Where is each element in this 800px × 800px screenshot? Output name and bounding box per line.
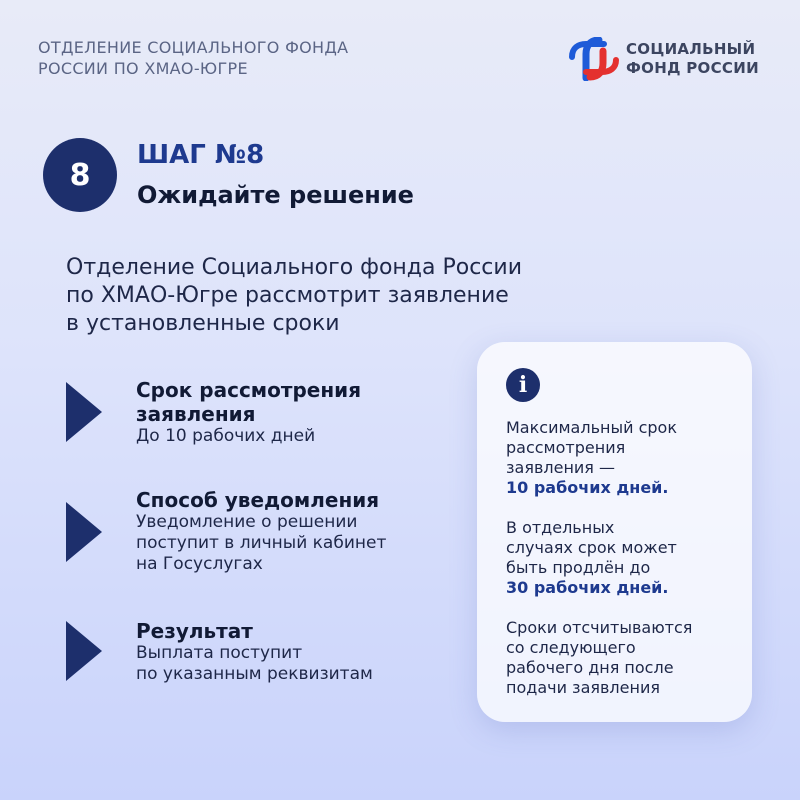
info-line: В отдельных	[506, 518, 615, 537]
item-desc-line: Выплата поступит	[136, 643, 303, 663]
step-label: ШАГ №8	[137, 140, 265, 170]
item-content	[136, 488, 466, 575]
organization-title	[38, 37, 348, 79]
info-highlight: 10 рабочих дней.	[506, 478, 669, 497]
sfr-logo	[568, 37, 759, 81]
logo-text	[626, 40, 759, 78]
info-line: рассмотрения	[506, 438, 626, 457]
info-line: рабочего дня после	[506, 658, 674, 677]
intro-line: Отделение Социального фонда России	[66, 255, 522, 280]
intro-line: по ХМАО-Югре рассмотрит заявление	[66, 283, 509, 308]
intro-text	[66, 254, 626, 338]
item-desc-line: поступит в личный кабинет	[136, 533, 387, 553]
info-icon: i	[506, 368, 540, 402]
item-desc-line: по указанным реквизитам	[136, 664, 373, 684]
item-desc-line: Уведомление о решении	[136, 512, 358, 532]
item-heading	[136, 488, 466, 512]
item-description	[136, 643, 466, 685]
info-line: быть продлён до	[506, 558, 651, 577]
item-heading-line: Результат	[136, 619, 253, 643]
org-title-line: ОТДЕЛЕНИЕ СОЦИАЛЬНОГО ФОНДА	[38, 38, 349, 57]
info-line: со следующего	[506, 638, 636, 657]
triangle-arrow-icon	[66, 382, 102, 442]
item-heading	[136, 378, 466, 426]
item-desc-line: До 10 рабочих дней	[136, 426, 316, 446]
info-line: Сроки отсчитываются	[506, 618, 693, 637]
triangle-arrow-icon	[66, 621, 102, 681]
info-paragraph-counting	[506, 618, 728, 698]
info-line: Максимальный срок	[506, 418, 677, 437]
item-description	[136, 426, 466, 447]
item-content	[136, 378, 466, 447]
item-heading	[136, 619, 466, 643]
item-description	[136, 512, 466, 575]
item-heading-line: Срок рассмотрения	[136, 378, 362, 402]
item-heading-line: Способ уведомления	[136, 488, 380, 512]
info-paragraph-max-period	[506, 418, 728, 498]
triangle-arrow-icon	[66, 502, 102, 562]
sfr-logo-icon	[568, 37, 620, 81]
info-card-text	[506, 418, 728, 698]
item-heading-line: заявления	[136, 402, 256, 426]
info-line: подачи заявления	[506, 678, 660, 697]
step-number-badge: 8	[43, 138, 117, 212]
info-line: заявления —	[506, 458, 616, 477]
step-title: Ожидайте решение	[137, 181, 414, 209]
logo-text-line: ФОНД РОССИИ	[626, 59, 759, 77]
item-desc-line: на Госуслугах	[136, 554, 263, 574]
intro-line: в установленные сроки	[66, 311, 340, 336]
info-highlight: 30 рабочих дней.	[506, 578, 669, 597]
info-card	[477, 342, 752, 722]
org-title-line: РОССИИ ПО ХМАО-ЮГРЕ	[38, 59, 248, 78]
item-content	[136, 619, 466, 685]
info-line: случаях срок может	[506, 538, 677, 557]
info-paragraph-extension	[506, 518, 728, 598]
logo-text-line: СОЦИАЛЬНЫЙ	[626, 40, 756, 58]
